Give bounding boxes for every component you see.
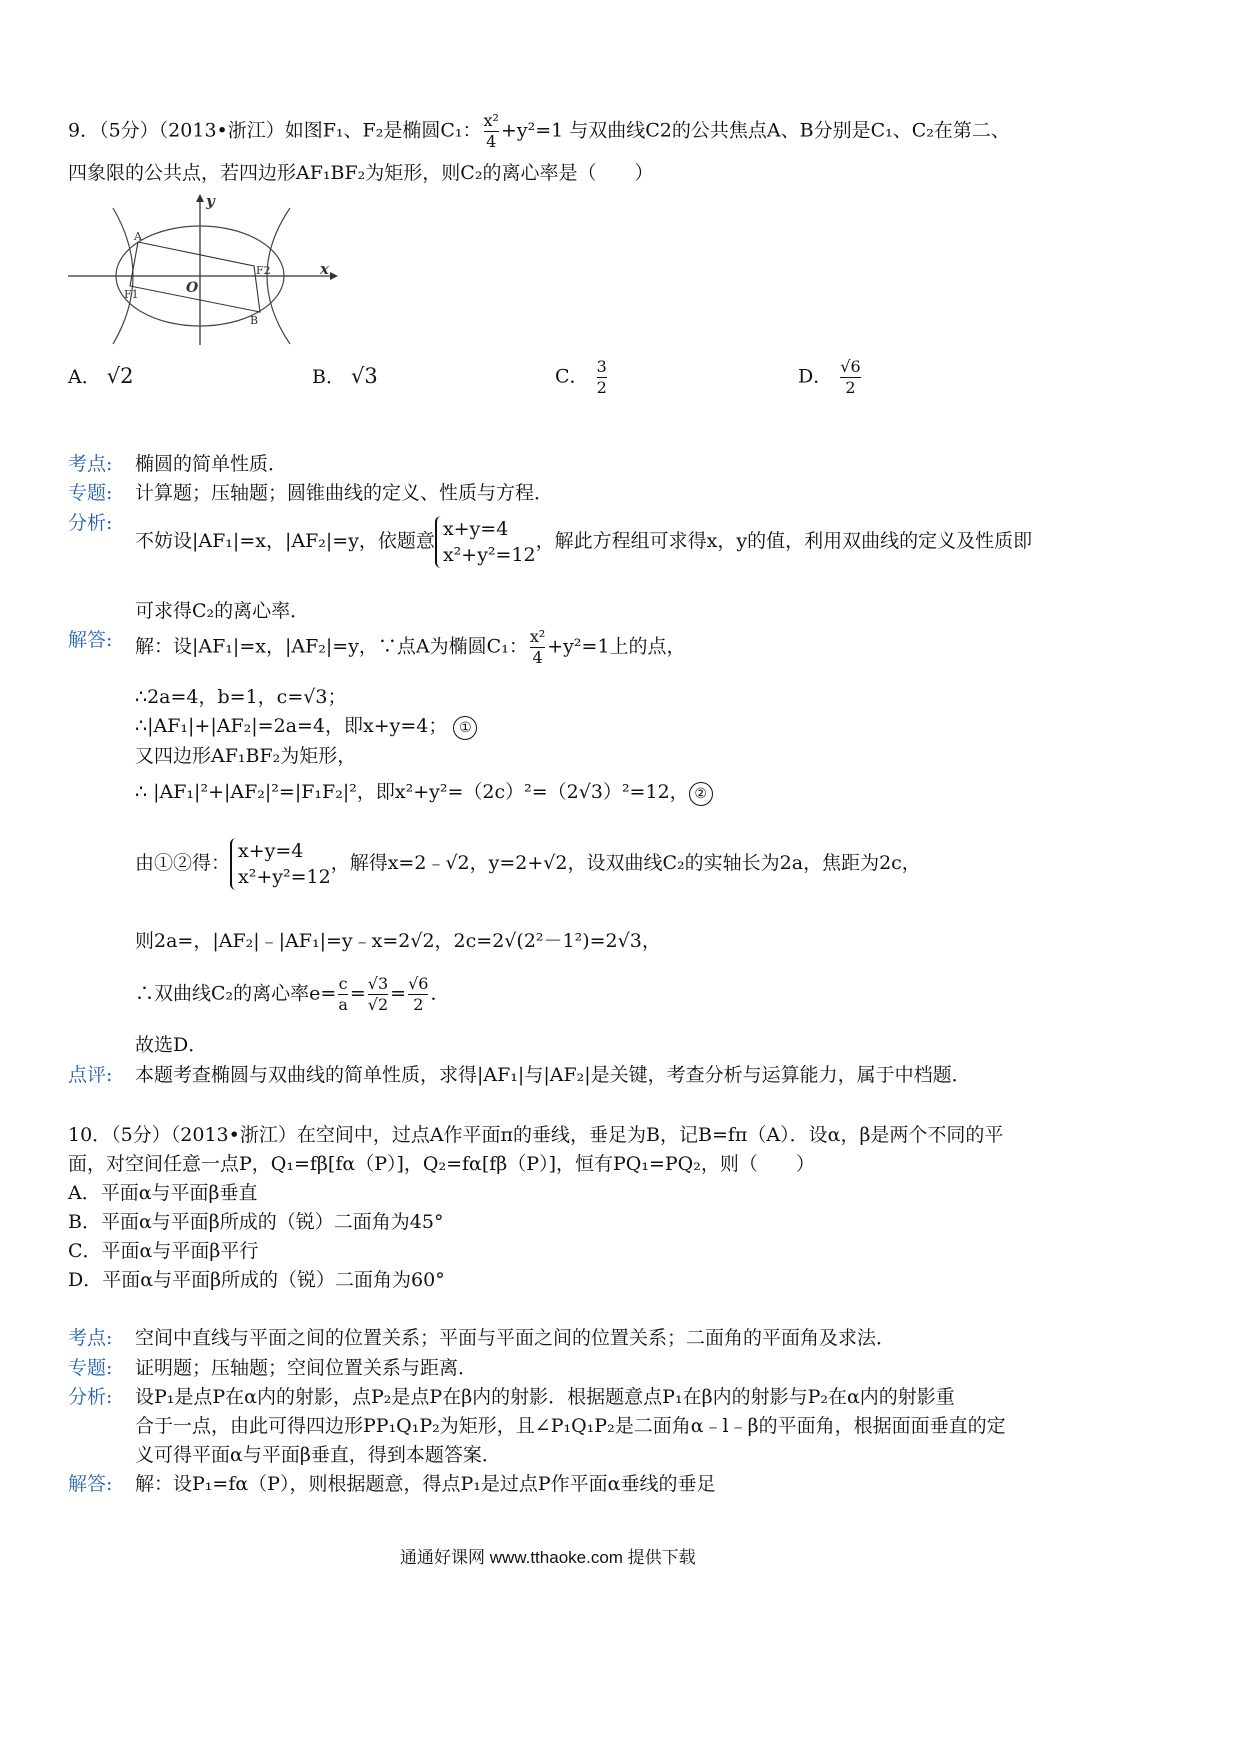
q10-zhuanti-label: 专题: bbox=[68, 1357, 113, 1379]
q9-fenxi-line2: 可求得C₂的离心率． bbox=[135, 600, 310, 622]
q10-option-b[interactable]: B．平面α与平面β所成的（锐）二面角为45° bbox=[68, 1211, 444, 1233]
equation-system-2: x+y=4 x²+y²=12 bbox=[230, 838, 331, 890]
label-b: B bbox=[250, 314, 259, 327]
q10-fenxi-line3: 义可得平面α与平面β垂直，得到本题答案． bbox=[135, 1444, 501, 1466]
label-o: O bbox=[186, 280, 199, 296]
q9-kaodian-label: 考点: bbox=[68, 453, 113, 475]
q9-jieda-line7: 则2a=，|AF₂|﹣|AF₁|=y﹣x=2√2，2c=2√(2²－1²)=2√3， bbox=[135, 930, 661, 952]
q10-stem-line1: 10．（5分）（2013•浙江）在空间中，过点A作平面π的垂线，垂足为B，记B=fπ（A）．设α，β是两个不同的平 bbox=[68, 1124, 1004, 1146]
choice-c[interactable]: C． $\frac{3}{2}$ bbox=[555, 357, 607, 397]
q9-jieda-line4: 又四边形AF₁BF₂为矩形， bbox=[135, 745, 357, 767]
q10-jieda-line1: 解：设P₁=fα（P），则根据题意，得点P₁是过点P作平面α垂线的垂足 bbox=[135, 1473, 716, 1495]
q9-fenxi-line1: 不妨设|AF₁|=x，|AF₂|=y，依题意 x+y=4 x²+y²=12 ，解此方程组可求得x，y的值，利用双曲线的定义及性质即 bbox=[135, 518, 1033, 566]
label-y: y bbox=[206, 192, 215, 210]
q10-option-a[interactable]: A．平面α与平面β垂直 bbox=[68, 1182, 258, 1204]
q9-jieda-line1: 解：设|AF₁|=x，|AF₂|=y，∵点A为椭圆C₁： $\frac{\text{x²}}{4}$ +y²=1上的点， bbox=[135, 627, 686, 667]
label-f2: F2 bbox=[256, 264, 271, 277]
q10-jieda-label: 解答: bbox=[68, 1473, 113, 1495]
label-f1: F1 bbox=[124, 288, 139, 301]
q10-option-c[interactable]: C．平面α与平面β平行 bbox=[68, 1240, 259, 1262]
q9-dianping: 本题考查椭圆与双曲线的简单性质，求得|AF₁|与|AF₂|是关键，考查分析与运算能力，属于中档题． bbox=[135, 1064, 971, 1086]
circled-one: ① bbox=[453, 716, 477, 740]
rectangle-af1bf2 bbox=[130, 242, 260, 312]
q9-jieda-line5: ∴ |AF₁|²+|AF₂|²=|F₁F₂|²，即x²+y²=（2c）²=（2√3）²=12， ② bbox=[135, 777, 713, 806]
q9-fenxi-label: 分析: bbox=[68, 512, 113, 534]
x-axis-arrow-icon bbox=[330, 272, 338, 280]
q9-zhuanti-label: 专题: bbox=[68, 482, 113, 504]
q10-fenxi-label: 分析: bbox=[68, 1386, 113, 1408]
choice-b[interactable]: B． √3 bbox=[312, 364, 378, 388]
q10-zhuanti: 证明题；压轴题；空间位置关系与距离． bbox=[135, 1357, 478, 1379]
q9-jieda-line9: 故选D． bbox=[135, 1034, 208, 1056]
q9-jieda-line3: ∴|AF₁|+|AF₂|=2a=4，即x+y=4； ① bbox=[135, 711, 477, 740]
equation-system: x+y=4 x²+y²=12 bbox=[435, 516, 536, 568]
q9-dianping-label: 点评: bbox=[68, 1064, 113, 1086]
y-axis-arrow-icon bbox=[196, 194, 204, 202]
q10-fenxi-line1: 设P₁是点P在α内的射影，点P₂是点P在β内的射影．根据题意点P₁在β内的射影与P₂在α内的射影重 bbox=[135, 1386, 955, 1408]
circled-two: ② bbox=[689, 782, 713, 806]
q10-fenxi-line2: 合于一点，由此可得四边形PP₁Q₁P₂为矩形，且∠P₁Q₁P₂是二面角α﹣l﹣β的平面角，根据面面垂直的定 bbox=[135, 1415, 1006, 1437]
q9-zhuanti: 计算题；压轴题；圆锥曲线的定义、性质与方程． bbox=[135, 482, 554, 504]
q10-stem-line2: 面，对空间任意一点P，Q₁=fβ[fα（P）]，Q₂=fα[fβ（P）]，恒有PQ₁=PQ₂，则（ ） bbox=[68, 1153, 815, 1175]
q9-jieda-label: 解答: bbox=[68, 629, 113, 651]
q9-kaodian: 椭圆的简单性质． bbox=[135, 453, 288, 475]
q9-stem-line1: 9．（5分）（2013•浙江）如图F₁、F₂是椭圆C₁： $\frac{\text{x²}}{4}$ +y²=1 与双曲线C2的公共焦点A、B分别是C₁、C₂在第二、 bbox=[68, 111, 1010, 151]
q9-jieda-line8: ∴双曲线C₂的离心率e= $\frac{c}{a}$ = $\frac{√3}{√2}$ = $\frac{√6}{2}$ ． bbox=[135, 974, 450, 1014]
q10-kaodian-label: 考点: bbox=[68, 1327, 113, 1349]
ellipse-fraction: $\frac{\text{x²}}{4}$ bbox=[483, 111, 499, 151]
q9-jieda-line2: ∴2a=4，b=1，c=√3； bbox=[135, 686, 347, 708]
choice-a[interactable]: A． √2 bbox=[68, 364, 134, 388]
q10-kaodian: 空间中直线与平面之间的位置关系；平面与平面之间的位置关系；二面角的平面角及求法． bbox=[135, 1327, 896, 1349]
q9-stem-line2: 四象限的公共点，若四边形AF₁BF₂为矩形，则C₂的离心率是（ ） bbox=[68, 162, 654, 184]
choice-d[interactable]: D． $\frac{√6}{2}$ bbox=[798, 357, 861, 397]
q9-jieda-line6: 由①②得： x+y=4 x²+y²=12 ，解得x=2﹣√2，y=2+√2，设双曲线C₂的实轴长为2a，焦距为2c， bbox=[135, 840, 921, 888]
label-x: x bbox=[320, 260, 329, 278]
q9-figure bbox=[68, 190, 348, 350]
label-a: A bbox=[134, 230, 142, 243]
page-footer: 通通好课网 www.tthaoke.com 提供下载 bbox=[400, 1548, 696, 1567]
q10-option-d[interactable]: D．平面α与平面β所成的（锐）二面角为60° bbox=[68, 1269, 445, 1291]
